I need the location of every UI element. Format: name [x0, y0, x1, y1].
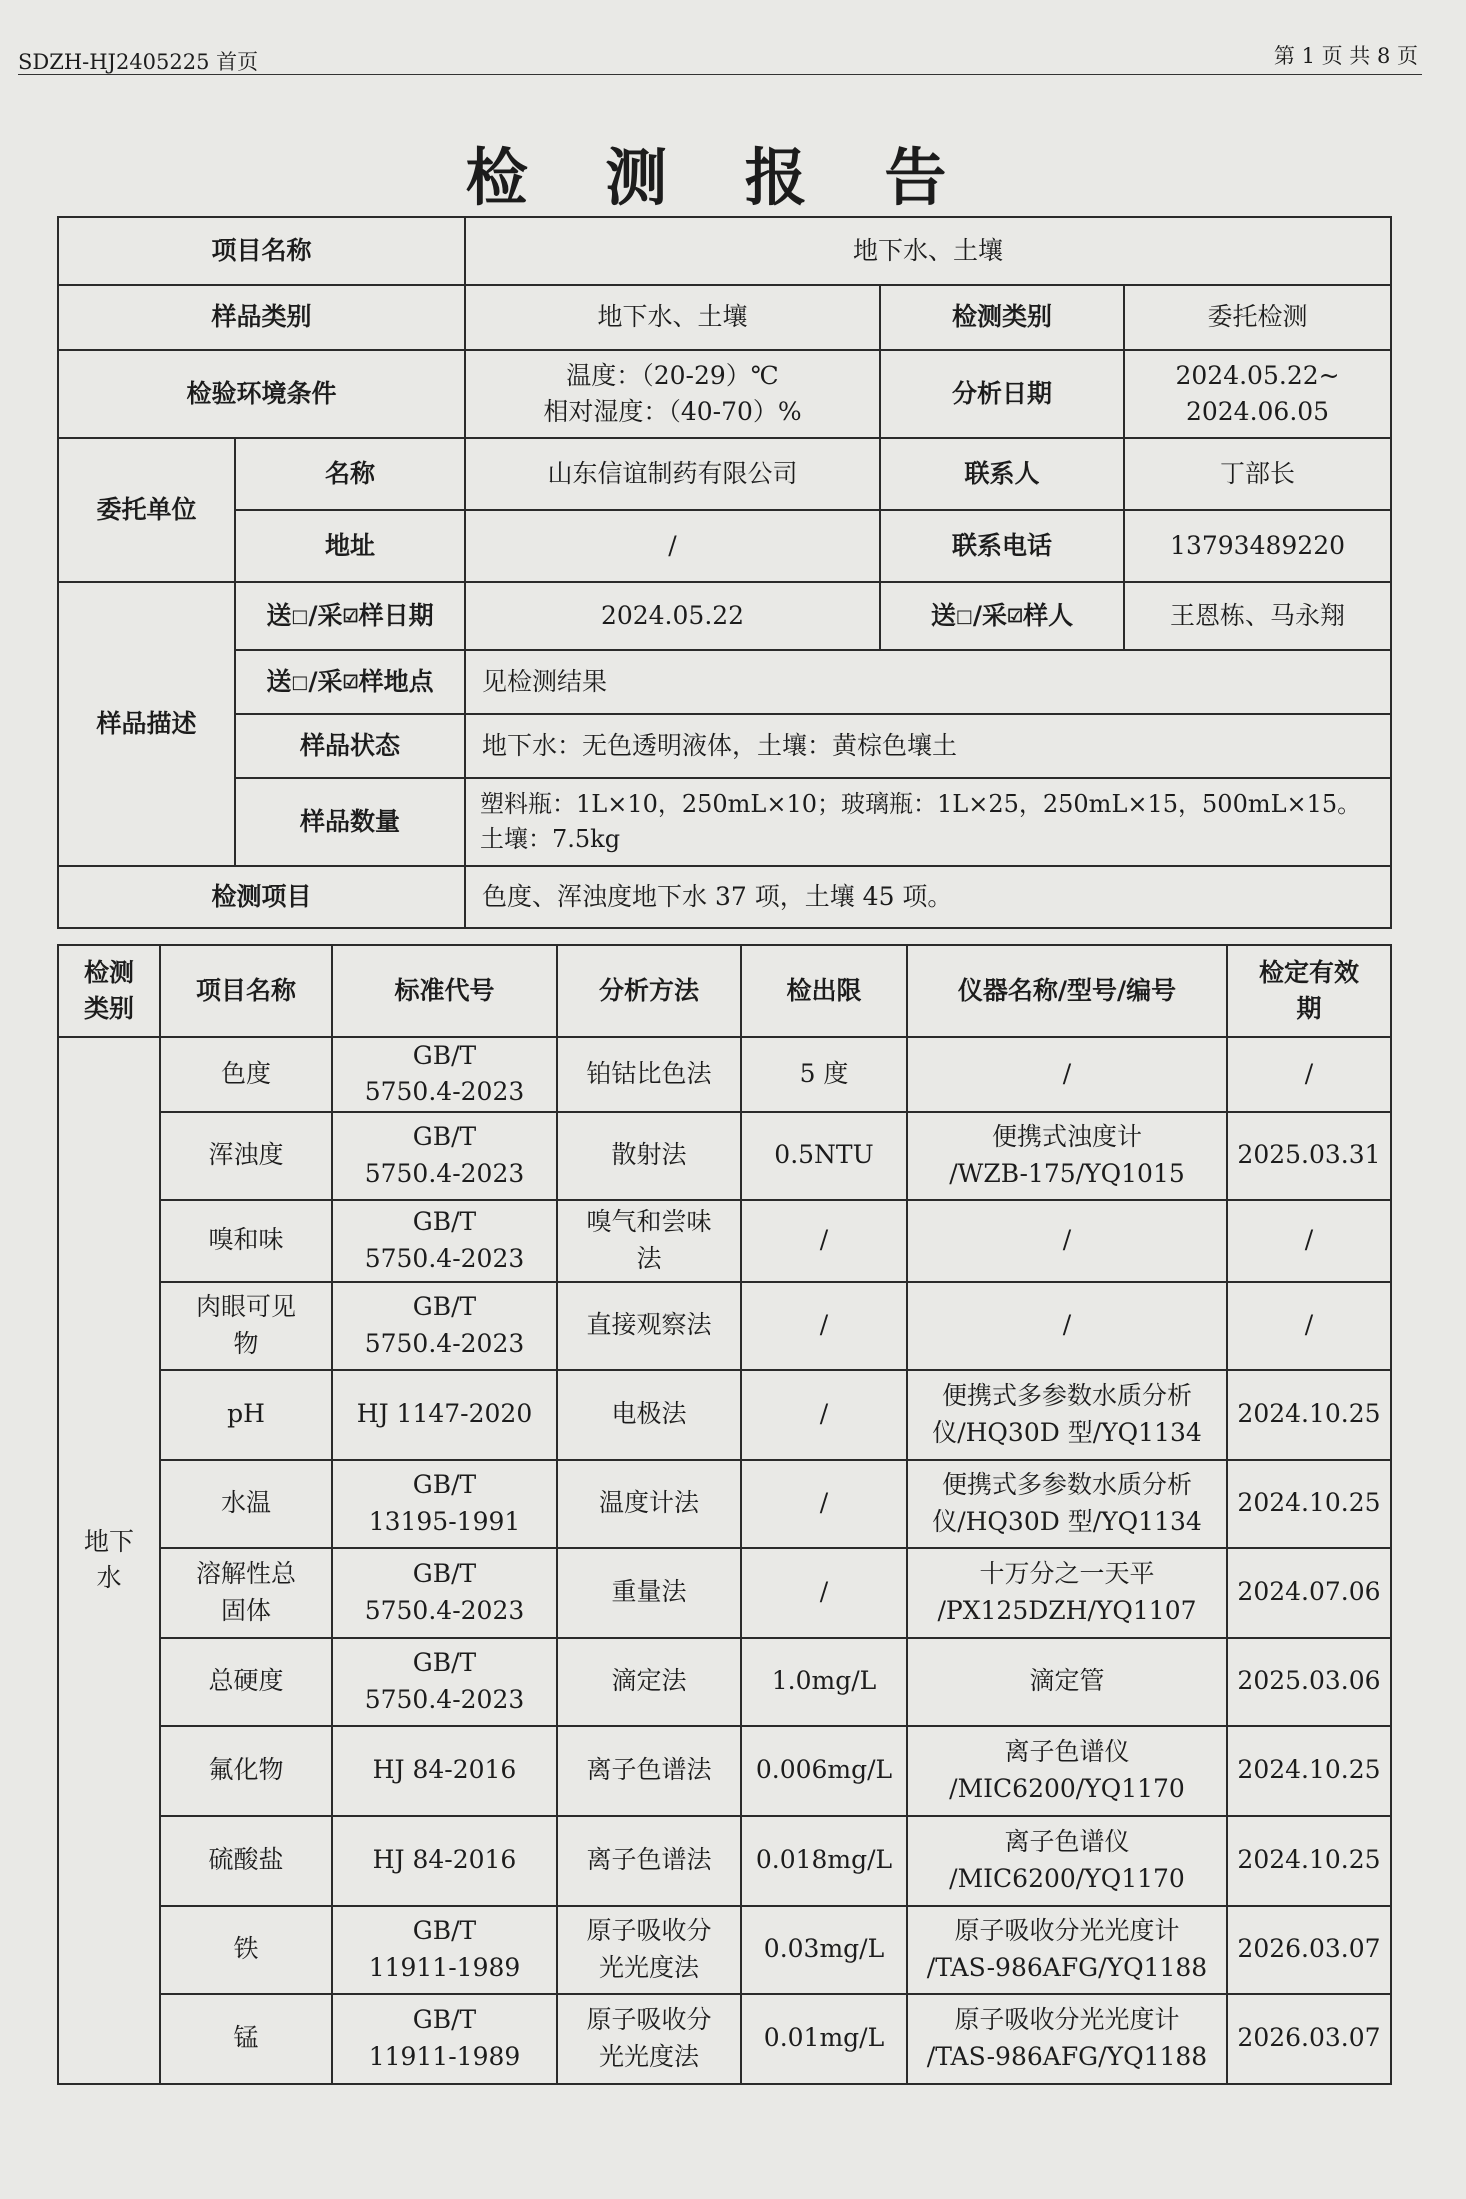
checkbox-checked-icon: ☑: [342, 671, 359, 693]
method-cell: 滴定法: [557, 1638, 741, 1726]
method-cell: 重量法: [557, 1548, 741, 1638]
method-cell: 原子吸收分 光光度法: [557, 1994, 741, 2084]
col-item-name: 项目名称: [160, 945, 332, 1037]
item-name-cell: 嗅和味: [160, 1200, 332, 1282]
valid-cell: 2026.03.07: [1227, 1994, 1391, 2084]
address-value: /: [465, 510, 880, 582]
table-row: [58, 1112, 1391, 1200]
table-row: [58, 1282, 1391, 1370]
valid-cell: 2024.10.25: [1227, 1370, 1391, 1460]
project-name-value: 地下水、土壤: [465, 217, 1391, 285]
item-name-cell: pH: [160, 1370, 332, 1460]
limit-cell: /: [741, 1282, 907, 1370]
item-name-cell: 溶解性总 固体: [160, 1548, 332, 1638]
limit-cell: /: [741, 1370, 907, 1460]
analysis-date-label: 分析日期: [880, 350, 1124, 438]
state-value: 地下水：无色透明液体，土壤：黄棕色壤土: [465, 714, 1391, 778]
col-method: 分析方法: [557, 945, 741, 1037]
contact-label: 联系人: [880, 438, 1124, 510]
page-info: 第 1 页 共 8 页: [1273, 44, 1418, 68]
method-cell: 原子吸收分 光光度法: [557, 1906, 741, 1994]
phone-label: 联系电话: [880, 510, 1124, 582]
method-cell: 温度计法: [557, 1460, 741, 1548]
sample-date-label: 送□/采☑样日期: [235, 582, 465, 650]
checkbox-checked-icon: ☑: [342, 605, 359, 627]
standard-cell: GB/T 5750.4-2023: [332, 1638, 557, 1726]
method-cell: 离子色谱法: [557, 1726, 741, 1816]
sample-desc-label: 样品描述: [58, 582, 235, 866]
sampler-label: 送□/采☑样人: [880, 582, 1124, 650]
checkbox-checked-icon: ☑: [1007, 605, 1024, 627]
instrument-cell: /: [907, 1282, 1227, 1370]
instrument-cell: 原子吸收分光光度计 /TAS-986AFG/YQ1188: [907, 1906, 1227, 1994]
sample-type-value: 地下水、土壤: [465, 285, 880, 350]
limit-cell: 1.0mg/L: [741, 1638, 907, 1726]
sample-type-label: 样品类别: [58, 285, 465, 350]
instrument-cell: 便携式多参数水质分析 仪/HQ30D 型/YQ1134: [907, 1370, 1227, 1460]
method-cell: 直接观察法: [557, 1282, 741, 1370]
method-cell: 散射法: [557, 1112, 741, 1200]
item-name-cell: 锰: [160, 1994, 332, 2084]
item-name-cell: 硫酸盐: [160, 1816, 332, 1906]
client-name-value: 山东信谊制药有限公司: [465, 438, 880, 510]
qty-line2: 土壤：7.5kg: [480, 825, 621, 853]
checkbox-empty-icon: □: [291, 605, 309, 627]
contact-value: 丁部长: [1124, 438, 1391, 510]
items-value: 色度、浑浊度地下水 37 项，土壤 45 项。: [465, 866, 1391, 928]
standard-cell: GB/T 11911-1989: [332, 1906, 557, 1994]
instrument-cell: 原子吸收分光光度计 /TAS-986AFG/YQ1188: [907, 1994, 1227, 2084]
sampler-value: 王恩栋、马永翔: [1124, 582, 1391, 650]
env-label: 检验环境条件: [58, 350, 465, 438]
standard-cell: HJ 1147-2020: [332, 1370, 557, 1460]
instrument-cell: 便携式浊度计 /WZB-175/YQ1015: [907, 1112, 1227, 1200]
limit-cell: /: [741, 1200, 907, 1282]
valid-cell: /: [1227, 1037, 1391, 1112]
method-cell: 电极法: [557, 1370, 741, 1460]
instrument-cell: 滴定管: [907, 1638, 1227, 1726]
valid-cell: 2026.03.07: [1227, 1906, 1391, 1994]
report-number: SDZH-HJ2405225 首页: [18, 50, 259, 74]
env-value: [465, 350, 880, 438]
items-label: 检测项目: [58, 866, 465, 928]
project-name-label: 项目名称: [58, 217, 465, 285]
valid-cell: 2024.07.06: [1227, 1548, 1391, 1638]
table-row: [58, 1816, 1391, 1906]
item-name-cell: 浑浊度: [160, 1112, 332, 1200]
col-limit: 检出限: [741, 945, 907, 1037]
qty-line1: 塑料瓶：1L×10，250mL×10；玻璃瓶：1L×25，250mL×15，500mL×15。: [480, 790, 1362, 819]
table-row: [58, 1370, 1391, 1460]
instrument-cell: 便携式多参数水质分析 仪/HQ30D 型/YQ1134: [907, 1460, 1227, 1548]
table-row: [58, 1200, 1391, 1282]
test-type-value: 委托检测: [1124, 285, 1391, 350]
instrument-cell: 离子色谱仪 /MIC6200/YQ1170: [907, 1726, 1227, 1816]
method-cell: 铂钴比色法: [557, 1037, 741, 1112]
item-name-cell: 总硬度: [160, 1638, 332, 1726]
location-label: 送□/采☑样地点: [235, 650, 465, 714]
col-valid: 检定有效 期: [1227, 945, 1391, 1037]
valid-cell: /: [1227, 1200, 1391, 1282]
standard-cell: GB/T 5750.4-2023: [332, 1282, 557, 1370]
table-row: [58, 1906, 1391, 1994]
table-row: [58, 1638, 1391, 1726]
results-header-row: [58, 945, 1391, 1037]
category-cell: 地下 水: [58, 1037, 160, 2084]
standard-cell: GB/T 5750.4-2023: [332, 1112, 557, 1200]
limit-cell: 0.006mg/L: [741, 1726, 907, 1816]
item-name-cell: 氟化物: [160, 1726, 332, 1816]
limit-cell: 0.03mg/L: [741, 1906, 907, 1994]
temperature: 温度：（20-29）℃: [566, 360, 779, 390]
col-instrument: 仪器名称/型号/编号: [907, 945, 1227, 1037]
address-label: 地址: [235, 510, 465, 582]
analysis-date-start: 2024.05.22~: [1175, 360, 1340, 390]
location-value: 见检测结果: [465, 650, 1391, 714]
instrument-cell: /: [907, 1200, 1227, 1282]
standard-cell: GB/T 5750.4-2023: [332, 1548, 557, 1638]
table-row: [58, 1994, 1391, 2084]
valid-cell: /: [1227, 1282, 1391, 1370]
humidity: 相对湿度：（40-70）%: [543, 397, 802, 426]
table-row: [58, 1548, 1391, 1638]
item-name-cell: 肉眼可见 物: [160, 1282, 332, 1370]
valid-cell: 2024.10.25: [1227, 1726, 1391, 1816]
col-standard: 标准代号: [332, 945, 557, 1037]
standard-cell: GB/T 5750.4-2023: [332, 1200, 557, 1282]
valid-cell: 2024.10.25: [1227, 1816, 1391, 1906]
standard-cell: GB/T 11911-1989: [332, 1994, 557, 2084]
standard-cell: HJ 84-2016: [332, 1816, 557, 1906]
standard-cell: HJ 84-2016: [332, 1726, 557, 1816]
limit-cell: /: [741, 1548, 907, 1638]
standard-cell: GB/T 5750.4-2023: [332, 1037, 557, 1112]
info-table: [57, 216, 1392, 929]
valid-cell: 2025.03.31: [1227, 1112, 1391, 1200]
state-label: 样品状态: [235, 714, 465, 778]
phone-value: 13793489220: [1124, 510, 1391, 582]
limit-cell: 0.5NTU: [741, 1112, 907, 1200]
method-cell: 嗅气和尝味 法: [557, 1200, 741, 1282]
instrument-cell: /: [907, 1037, 1227, 1112]
analysis-date-end: 2024.06.05: [1185, 397, 1330, 426]
limit-cell: 5 度: [741, 1037, 907, 1112]
table-row: [58, 1037, 1391, 1112]
table-row: [58, 1460, 1391, 1548]
item-name-cell: 水温: [160, 1460, 332, 1548]
checkbox-empty-icon: □: [291, 671, 309, 693]
sample-date-value: 2024.05.22: [465, 582, 880, 650]
valid-cell: 2024.10.25: [1227, 1460, 1391, 1548]
client-name-label: 名称: [235, 438, 465, 510]
header-divider: [18, 74, 1422, 75]
results-table: [57, 944, 1392, 2085]
table-row: [58, 1726, 1391, 1816]
limit-cell: 0.01mg/L: [741, 1994, 907, 2084]
col-category: 检测 类别: [58, 945, 160, 1037]
instrument-cell: 离子色谱仪 /MIC6200/YQ1170: [907, 1816, 1227, 1906]
valid-cell: 2025.03.06: [1227, 1638, 1391, 1726]
report-title: 检 测 报 告: [465, 141, 975, 214]
test-type-label: 检测类别: [880, 285, 1124, 350]
item-name-cell: 色度: [160, 1037, 332, 1112]
limit-cell: /: [741, 1460, 907, 1548]
standard-cell: GB/T 13195-1991: [332, 1460, 557, 1548]
limit-cell: 0.018mg/L: [741, 1816, 907, 1906]
qty-value: [465, 778, 1391, 866]
method-cell: 离子色谱法: [557, 1816, 741, 1906]
analysis-date-value: [1124, 350, 1391, 438]
checkbox-empty-icon: □: [955, 605, 973, 627]
instrument-cell: 十万分之一天平 /PX125DZH/YQ1107: [907, 1548, 1227, 1638]
client-label: 委托单位: [58, 438, 235, 582]
item-name-cell: 铁: [160, 1906, 332, 1994]
qty-label: 样品数量: [235, 778, 465, 866]
